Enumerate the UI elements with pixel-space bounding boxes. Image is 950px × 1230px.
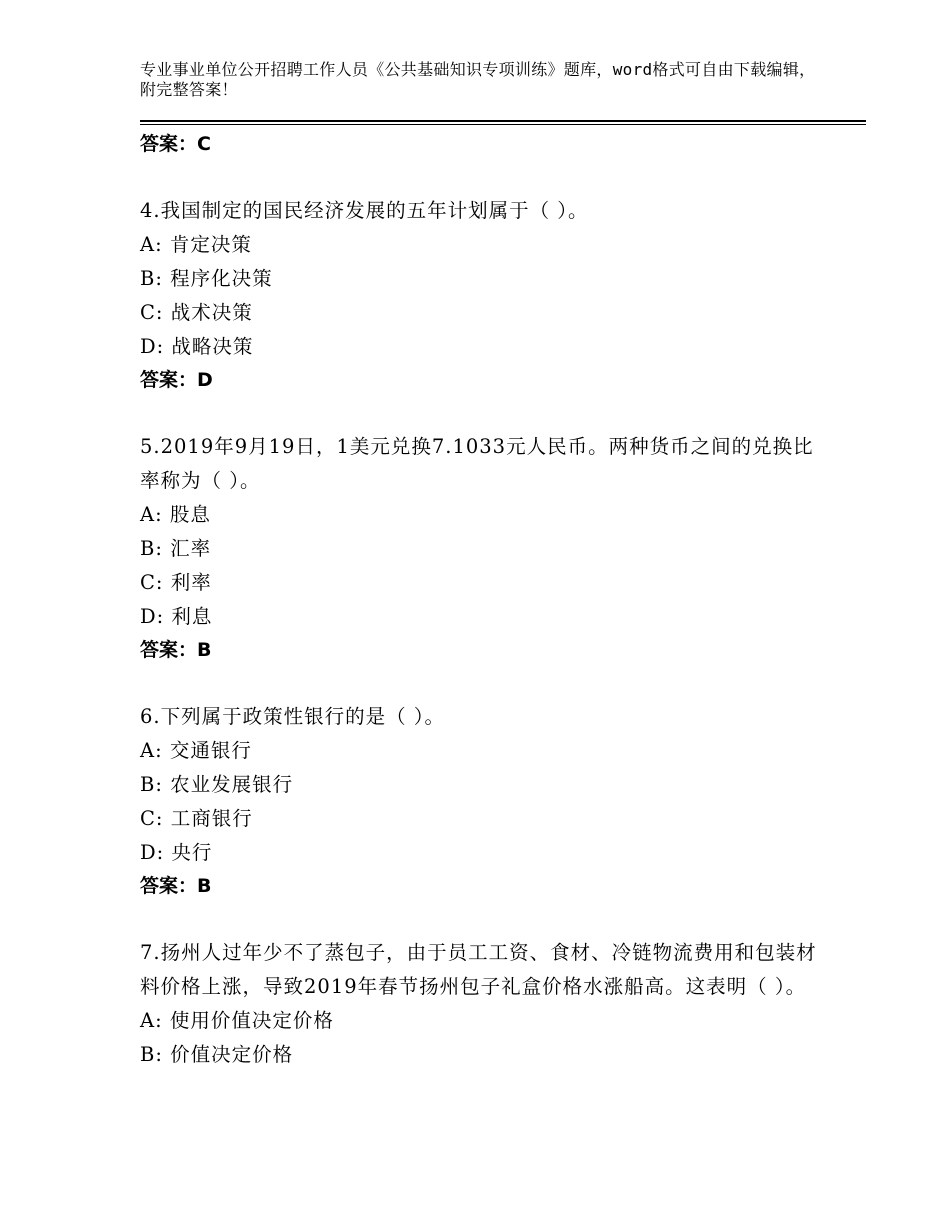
answer-label: 答案：D (140, 369, 213, 391)
option-a: A: 交通银行 (140, 739, 252, 762)
question-stem: 6.下列属于政策性银行的是（ ）。 (140, 705, 446, 728)
option-d: D: 战略决策 (140, 335, 254, 358)
option-b: B: 汇率 (140, 537, 212, 560)
question-7 (140, 936, 820, 1072)
question-stem: 7.扬州人过年少不了蒸包子，由于员工工资、食材、冷链物流费用和包装材料价格上涨，导致2019年春节扬州包子礼盒价格水涨船高。这表明（ ）。 (140, 941, 817, 998)
answer-label: 答案：B (140, 639, 212, 661)
question-stem: 5.2019年9月19日，1美元兑换7.1033元人民币。两种货币之间的兑换比率称为（ ）。 (140, 435, 814, 492)
header-rule-thin (140, 124, 866, 125)
option-a: A: 肯定决策 (140, 233, 252, 256)
option-b: B: 价值决定价格 (140, 1043, 294, 1066)
option-d: D: 利息 (140, 605, 213, 628)
option-c: C: 工商银行 (140, 807, 253, 830)
option-b: B: 程序化决策 (140, 267, 273, 290)
option-b: B: 农业发展银行 (140, 773, 294, 796)
header-rule-thick (140, 120, 866, 122)
question-stem: 4.我国制定的国民经济发展的五年计划属于（ ）。 (140, 199, 589, 222)
answer-label: 答案：B (140, 875, 212, 897)
option-c: C: 利率 (140, 571, 212, 594)
answer-label: 答案：C (140, 133, 211, 155)
page-header: 专业事业单位公开招聘工作人员《公共基础知识专项训练》题库，word格式可自由下载编辑，附完整答案！ (140, 60, 816, 99)
question-6 (140, 700, 820, 902)
question-5 (140, 430, 820, 666)
option-c: C: 战术决策 (140, 301, 253, 324)
question-list (140, 128, 820, 1072)
option-d: D: 央行 (140, 841, 213, 864)
option-a: A: 使用价值决定价格 (140, 1009, 334, 1032)
question-4 (140, 194, 820, 396)
option-a: A: 股息 (140, 503, 211, 526)
